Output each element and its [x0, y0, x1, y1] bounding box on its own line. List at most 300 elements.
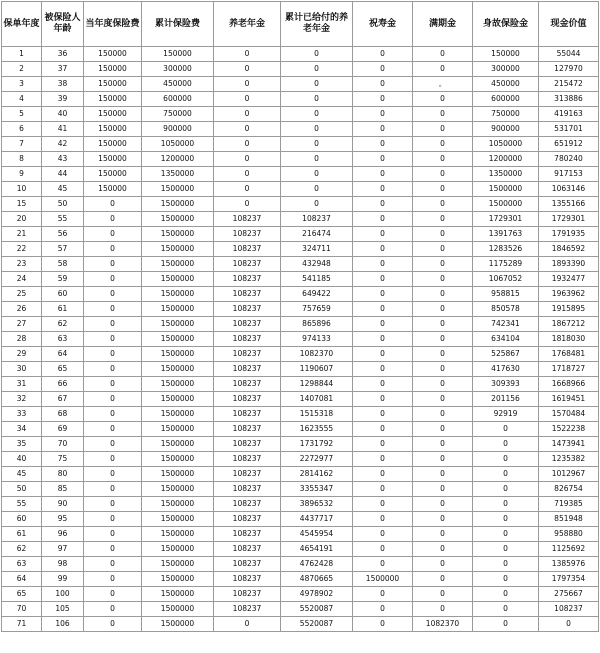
cell-policy-year: 15 — [2, 197, 42, 212]
cell-cash-value: 1818030 — [539, 332, 599, 347]
cell-maturity-benefit: 0 — [413, 197, 473, 212]
cell-longevity-benefit: 0 — [353, 242, 413, 257]
cell-insured-age: 90 — [42, 497, 84, 512]
cell-pension: 108237 — [214, 512, 281, 527]
cell-maturity-benefit: 0 — [413, 122, 473, 137]
cell-cumulative-premium: 1500000 — [142, 197, 214, 212]
cell-policy-year: 45 — [2, 467, 42, 482]
cell-policy-year: 21 — [2, 227, 42, 242]
cell-insured-age: 61 — [42, 302, 84, 317]
cell-cumulative-pension-paid: 4654191 — [281, 542, 353, 557]
cell-cash-value: 1915895 — [539, 302, 599, 317]
cell-policy-year: 27 — [2, 317, 42, 332]
cell-insured-age: 40 — [42, 107, 84, 122]
cell-longevity-benefit: 0 — [353, 512, 413, 527]
cell-death-benefit: 201156 — [473, 392, 539, 407]
cell-policy-year: 1 — [2, 47, 42, 62]
cell-annual-premium: 150000 — [84, 122, 142, 137]
cell-cash-value: 127970 — [539, 62, 599, 77]
cell-pension: 0 — [214, 62, 281, 77]
cell-pension: 0 — [214, 77, 281, 92]
cell-cumulative-premium: 1500000 — [142, 332, 214, 347]
cell-pension: 0 — [214, 617, 281, 632]
cell-cumulative-premium: 1500000 — [142, 212, 214, 227]
cell-maturity-benefit: 0 — [413, 272, 473, 287]
table-row — [2, 182, 599, 197]
cell-longevity-benefit: 0 — [353, 362, 413, 377]
cell-cumulative-premium: 1500000 — [142, 617, 214, 632]
cell-maturity-benefit: 0 — [413, 482, 473, 497]
table-row — [2, 512, 599, 527]
header-cumulative-pension-paid: 累计已给付的养老年金 — [281, 2, 353, 47]
cell-longevity-benefit: 0 — [353, 287, 413, 302]
cell-annual-premium: 0 — [84, 197, 142, 212]
cell-policy-year: 22 — [2, 242, 42, 257]
cell-cumulative-pension-paid: 4762428 — [281, 557, 353, 572]
cell-death-benefit: 1500000 — [473, 197, 539, 212]
cell-pension: 108237 — [214, 272, 281, 287]
cell-cumulative-premium: 1500000 — [142, 557, 214, 572]
cell-maturity-benefit: 0 — [413, 557, 473, 572]
cell-annual-premium: 0 — [84, 212, 142, 227]
cell-pension: 108237 — [214, 257, 281, 272]
cell-cumulative-premium: 1500000 — [142, 392, 214, 407]
cell-maturity-benefit: 0 — [413, 512, 473, 527]
cell-policy-year: 50 — [2, 482, 42, 497]
cell-cumulative-premium: 1500000 — [142, 452, 214, 467]
cell-death-benefit: 750000 — [473, 107, 539, 122]
cell-death-benefit: 1500000 — [473, 182, 539, 197]
cell-insured-age: 68 — [42, 407, 84, 422]
cell-cumulative-pension-paid: 2814162 — [281, 467, 353, 482]
cell-cash-value: 0 — [539, 617, 599, 632]
cell-annual-premium: 0 — [84, 332, 142, 347]
cell-pension: 108237 — [214, 437, 281, 452]
cell-cumulative-pension-paid: 5520087 — [281, 617, 353, 632]
cell-death-benefit: 600000 — [473, 92, 539, 107]
cell-maturity-benefit: 0 — [413, 572, 473, 587]
cell-cash-value: 1893390 — [539, 257, 599, 272]
cell-insured-age: 44 — [42, 167, 84, 182]
cell-policy-year: 30 — [2, 362, 42, 377]
cell-cumulative-premium: 750000 — [142, 107, 214, 122]
cell-maturity-benefit: 0 — [413, 212, 473, 227]
cell-cumulative-pension-paid: 4545954 — [281, 527, 353, 542]
cell-insured-age: 59 — [42, 272, 84, 287]
cell-cumulative-pension-paid: 0 — [281, 107, 353, 122]
table-row — [2, 167, 599, 182]
cell-pension: 108237 — [214, 287, 281, 302]
cell-maturity-benefit: 0 — [413, 227, 473, 242]
table-row — [2, 437, 599, 452]
cell-cumulative-pension-paid: 757659 — [281, 302, 353, 317]
cell-insured-age: 60 — [42, 287, 84, 302]
cell-pension: 108237 — [214, 497, 281, 512]
cell-annual-premium: 0 — [84, 497, 142, 512]
cell-pension: 0 — [214, 47, 281, 62]
table-row — [2, 422, 599, 437]
cell-annual-premium: 0 — [84, 272, 142, 287]
cell-cumulative-premium: 1200000 — [142, 152, 214, 167]
cell-cumulative-pension-paid: 3355347 — [281, 482, 353, 497]
cell-policy-year: 35 — [2, 437, 42, 452]
cell-death-benefit: 634104 — [473, 332, 539, 347]
cell-insured-age: 106 — [42, 617, 84, 632]
table-row — [2, 557, 599, 572]
cell-death-benefit: 417630 — [473, 362, 539, 377]
cell-cumulative-premium: 1500000 — [142, 257, 214, 272]
cell-longevity-benefit: 0 — [353, 377, 413, 392]
cell-longevity-benefit: 0 — [353, 212, 413, 227]
cell-longevity-benefit: 0 — [353, 182, 413, 197]
cell-maturity-benefit: 0 — [413, 587, 473, 602]
cell-cumulative-pension-paid: 1082370 — [281, 347, 353, 362]
table-row — [2, 452, 599, 467]
table-row — [2, 47, 599, 62]
cell-cumulative-premium: 1500000 — [142, 302, 214, 317]
cell-longevity-benefit: 1500000 — [353, 572, 413, 587]
cell-maturity-benefit: 0 — [413, 257, 473, 272]
table-row — [2, 62, 599, 77]
cell-policy-year: 8 — [2, 152, 42, 167]
cell-maturity-benefit: 0 — [413, 152, 473, 167]
cell-cumulative-pension-paid: 0 — [281, 167, 353, 182]
cell-longevity-benefit: 0 — [353, 542, 413, 557]
cell-pension: 108237 — [214, 332, 281, 347]
cell-pension: 0 — [214, 182, 281, 197]
cell-cumulative-pension-paid: 2272977 — [281, 452, 353, 467]
cell-annual-premium: 0 — [84, 257, 142, 272]
cell-cumulative-premium: 1500000 — [142, 587, 214, 602]
cell-death-benefit: 0 — [473, 572, 539, 587]
table-row — [2, 212, 599, 227]
cell-cumulative-premium: 1500000 — [142, 497, 214, 512]
cell-longevity-benefit: 0 — [353, 317, 413, 332]
cell-longevity-benefit: 0 — [353, 587, 413, 602]
cell-policy-year: 20 — [2, 212, 42, 227]
cell-cumulative-pension-paid: 865896 — [281, 317, 353, 332]
cell-annual-premium: 0 — [84, 512, 142, 527]
cell-policy-year: 26 — [2, 302, 42, 317]
cell-annual-premium: 0 — [84, 542, 142, 557]
cell-death-benefit: 0 — [473, 602, 539, 617]
cell-cash-value: 1619451 — [539, 392, 599, 407]
cell-insured-age: 42 — [42, 137, 84, 152]
cell-pension: 108237 — [214, 467, 281, 482]
table-row — [2, 587, 599, 602]
cell-pension: 108237 — [214, 347, 281, 362]
cell-pension: 108237 — [214, 362, 281, 377]
cell-maturity-benefit: 1082370 — [413, 617, 473, 632]
cell-insured-age: 65 — [42, 362, 84, 377]
cell-longevity-benefit: 0 — [353, 152, 413, 167]
header-longevity-benefit: 祝寿金 — [353, 2, 413, 47]
cell-policy-year: 29 — [2, 347, 42, 362]
cell-death-benefit: 0 — [473, 482, 539, 497]
cell-cumulative-premium: 1500000 — [142, 317, 214, 332]
cell-maturity-benefit: 0 — [413, 317, 473, 332]
cell-death-benefit: 0 — [473, 467, 539, 482]
cell-death-benefit: 0 — [473, 437, 539, 452]
cell-pension: 108237 — [214, 407, 281, 422]
cell-policy-year: 60 — [2, 512, 42, 527]
cell-cumulative-pension-paid: 0 — [281, 152, 353, 167]
cell-cumulative-pension-paid: 1190607 — [281, 362, 353, 377]
cell-policy-year: 24 — [2, 272, 42, 287]
table-row — [2, 317, 599, 332]
cell-cumulative-premium: 1500000 — [142, 512, 214, 527]
cell-cash-value: 1570484 — [539, 407, 599, 422]
cell-insured-age: 99 — [42, 572, 84, 587]
table-row — [2, 392, 599, 407]
table-row — [2, 332, 599, 347]
cell-pension: 108237 — [214, 377, 281, 392]
cell-cumulative-pension-paid: 1731792 — [281, 437, 353, 452]
cell-death-benefit: 900000 — [473, 122, 539, 137]
cell-maturity-benefit: 0 — [413, 362, 473, 377]
cell-cumulative-pension-paid: 0 — [281, 77, 353, 92]
cell-cumulative-premium: 300000 — [142, 62, 214, 77]
cell-maturity-benefit: 0 — [413, 287, 473, 302]
table-row — [2, 602, 599, 617]
cell-death-benefit: 0 — [473, 617, 539, 632]
cell-cumulative-pension-paid: 1298844 — [281, 377, 353, 392]
cell-annual-premium: 0 — [84, 302, 142, 317]
cell-annual-premium: 0 — [84, 422, 142, 437]
cell-annual-premium: 0 — [84, 347, 142, 362]
cell-cumulative-premium: 1500000 — [142, 362, 214, 377]
table-row — [2, 197, 599, 212]
cell-annual-premium: 150000 — [84, 152, 142, 167]
cell-policy-year: 10 — [2, 182, 42, 197]
cell-longevity-benefit: 0 — [353, 62, 413, 77]
cell-pension: 108237 — [214, 572, 281, 587]
cell-cumulative-pension-paid: 324711 — [281, 242, 353, 257]
cell-pension: 108237 — [214, 587, 281, 602]
cell-maturity-benefit: 0 — [413, 302, 473, 317]
cell-death-benefit: 300000 — [473, 62, 539, 77]
cell-death-benefit: 150000 — [473, 47, 539, 62]
cell-annual-premium: 150000 — [84, 182, 142, 197]
cell-insured-age: 64 — [42, 347, 84, 362]
cell-cumulative-pension-paid: 4870665 — [281, 572, 353, 587]
cell-annual-premium: 0 — [84, 437, 142, 452]
cell-maturity-benefit: 0 — [413, 92, 473, 107]
cell-cumulative-premium: 1500000 — [142, 347, 214, 362]
cell-cash-value: 1473941 — [539, 437, 599, 452]
cell-cumulative-premium: 1500000 — [142, 242, 214, 257]
cell-longevity-benefit: 0 — [353, 77, 413, 92]
cell-maturity-benefit: 0 — [413, 422, 473, 437]
cell-death-benefit: 958815 — [473, 287, 539, 302]
cell-death-benefit: 0 — [473, 542, 539, 557]
cell-pension: 0 — [214, 167, 281, 182]
cell-maturity-benefit: 0 — [413, 602, 473, 617]
cell-cash-value: 780240 — [539, 152, 599, 167]
cell-cumulative-pension-paid: 0 — [281, 182, 353, 197]
cell-maturity-benefit: 0 — [413, 242, 473, 257]
table-row — [2, 77, 599, 92]
cell-pension: 108237 — [214, 527, 281, 542]
cell-insured-age: 67 — [42, 392, 84, 407]
cell-policy-year: 62 — [2, 542, 42, 557]
cell-policy-year: 23 — [2, 257, 42, 272]
cell-maturity-benefit: 0 — [413, 47, 473, 62]
table-row — [2, 302, 599, 317]
cell-cumulative-premium: 1500000 — [142, 377, 214, 392]
cell-insured-age: 56 — [42, 227, 84, 242]
cell-cumulative-premium: 1500000 — [142, 437, 214, 452]
cell-longevity-benefit: 0 — [353, 107, 413, 122]
cell-cash-value: 917153 — [539, 167, 599, 182]
cell-cumulative-pension-paid: 0 — [281, 137, 353, 152]
cell-insured-age: 95 — [42, 512, 84, 527]
cell-cumulative-pension-paid: 5520087 — [281, 602, 353, 617]
cell-longevity-benefit: 0 — [353, 407, 413, 422]
header-annual-premium: 当年度保险费 — [84, 2, 142, 47]
cell-policy-year: 28 — [2, 332, 42, 347]
cell-maturity-benefit: 0 — [413, 452, 473, 467]
cell-cash-value: 313886 — [539, 92, 599, 107]
cell-policy-year: 32 — [2, 392, 42, 407]
cell-insured-age: 100 — [42, 587, 84, 602]
cell-longevity-benefit: 0 — [353, 347, 413, 362]
cell-maturity-benefit: 0 — [413, 137, 473, 152]
table-row — [2, 572, 599, 587]
cell-death-benefit: 1200000 — [473, 152, 539, 167]
cell-death-benefit: 1050000 — [473, 137, 539, 152]
cell-longevity-benefit: 0 — [353, 227, 413, 242]
cell-maturity-benefit: 0 — [413, 542, 473, 557]
cell-maturity-benefit: 0 — [413, 527, 473, 542]
cell-insured-age: 62 — [42, 317, 84, 332]
cell-longevity-benefit: 0 — [353, 437, 413, 452]
cell-cash-value: 419163 — [539, 107, 599, 122]
table-row — [2, 542, 599, 557]
cell-pension: 108237 — [214, 482, 281, 497]
table-row — [2, 272, 599, 287]
cell-insured-age: 37 — [42, 62, 84, 77]
cell-insured-age: 58 — [42, 257, 84, 272]
cell-maturity-benefit: 0 — [413, 332, 473, 347]
cell-longevity-benefit: 0 — [353, 452, 413, 467]
cell-insured-age: 38 — [42, 77, 84, 92]
cell-policy-year: 3 — [2, 77, 42, 92]
table-row — [2, 362, 599, 377]
cell-longevity-benefit: 0 — [353, 602, 413, 617]
cell-insured-age: 66 — [42, 377, 84, 392]
cell-policy-year: 63 — [2, 557, 42, 572]
cell-cumulative-premium: 1500000 — [142, 227, 214, 242]
cell-policy-year: 70 — [2, 602, 42, 617]
cell-death-benefit: 0 — [473, 587, 539, 602]
cell-insured-age: 45 — [42, 182, 84, 197]
table-row — [2, 377, 599, 392]
cell-cumulative-pension-paid: 974133 — [281, 332, 353, 347]
cell-cash-value: 1125692 — [539, 542, 599, 557]
cell-cash-value: 1729301 — [539, 212, 599, 227]
cell-death-benefit: 742341 — [473, 317, 539, 332]
cell-longevity-benefit: 0 — [353, 497, 413, 512]
cell-cumulative-premium: 1500000 — [142, 422, 214, 437]
cell-cash-value: 719385 — [539, 497, 599, 512]
cell-cash-value: 958880 — [539, 527, 599, 542]
cell-insured-age: 43 — [42, 152, 84, 167]
cell-longevity-benefit: 0 — [353, 332, 413, 347]
cell-cash-value: 826754 — [539, 482, 599, 497]
header-cash-value: 现金价值 — [539, 2, 599, 47]
table-row — [2, 527, 599, 542]
cell-longevity-benefit: 0 — [353, 137, 413, 152]
cell-cumulative-pension-paid: 432948 — [281, 257, 353, 272]
cell-cash-value: 275667 — [539, 587, 599, 602]
cell-death-benefit: 309393 — [473, 377, 539, 392]
cell-cumulative-pension-paid: 0 — [281, 92, 353, 107]
cell-policy-year: 33 — [2, 407, 42, 422]
cell-maturity-benefit: 0 — [413, 107, 473, 122]
table-row — [2, 287, 599, 302]
cell-cumulative-pension-paid: 108237 — [281, 212, 353, 227]
cell-pension: 0 — [214, 107, 281, 122]
cell-pension: 108237 — [214, 422, 281, 437]
cell-policy-year: 31 — [2, 377, 42, 392]
cell-maturity-benefit: 0 — [413, 392, 473, 407]
cell-cumulative-pension-paid: 649422 — [281, 287, 353, 302]
cell-annual-premium: 0 — [84, 617, 142, 632]
cell-cash-value: 1932477 — [539, 272, 599, 287]
cell-annual-premium: 0 — [84, 287, 142, 302]
cell-annual-premium: 0 — [84, 572, 142, 587]
cell-death-benefit: 1391763 — [473, 227, 539, 242]
cell-maturity-benefit: 0 — [413, 347, 473, 362]
cell-annual-premium: 0 — [84, 482, 142, 497]
cell-longevity-benefit: 0 — [353, 392, 413, 407]
cell-annual-premium: 0 — [84, 452, 142, 467]
cell-cumulative-premium: 1500000 — [142, 572, 214, 587]
cell-pension: 108237 — [214, 227, 281, 242]
cell-cumulative-pension-paid: 0 — [281, 47, 353, 62]
cell-cumulative-pension-paid: 4978902 — [281, 587, 353, 602]
cell-policy-year: 61 — [2, 527, 42, 542]
cell-cumulative-pension-paid: 216474 — [281, 227, 353, 242]
cell-cumulative-pension-paid: 3896532 — [281, 497, 353, 512]
cell-policy-year: 7 — [2, 137, 42, 152]
cell-longevity-benefit: 0 — [353, 422, 413, 437]
cell-death-benefit: 850578 — [473, 302, 539, 317]
cell-cash-value: 1846592 — [539, 242, 599, 257]
cell-death-benefit: 0 — [473, 452, 539, 467]
cell-insured-age: 70 — [42, 437, 84, 452]
cell-maturity-benefit: 0 — [413, 407, 473, 422]
cell-insured-age: 97 — [42, 542, 84, 557]
cell-longevity-benefit: 0 — [353, 257, 413, 272]
cell-insured-age: 63 — [42, 332, 84, 347]
cell-death-benefit: 525867 — [473, 347, 539, 362]
cell-pension: 108237 — [214, 392, 281, 407]
cell-cumulative-premium: 1350000 — [142, 167, 214, 182]
cell-cumulative-premium: 1500000 — [142, 182, 214, 197]
cell-cash-value: 55044 — [539, 47, 599, 62]
table-row — [2, 257, 599, 272]
table-row — [2, 92, 599, 107]
cell-cumulative-pension-paid: 0 — [281, 62, 353, 77]
header-pension: 养老年金 — [214, 2, 281, 47]
cell-insured-age: 75 — [42, 452, 84, 467]
cell-maturity-benefit: 0 — [413, 62, 473, 77]
cell-cumulative-premium: 1500000 — [142, 287, 214, 302]
cell-pension: 108237 — [214, 602, 281, 617]
cell-cash-value: 531701 — [539, 122, 599, 137]
